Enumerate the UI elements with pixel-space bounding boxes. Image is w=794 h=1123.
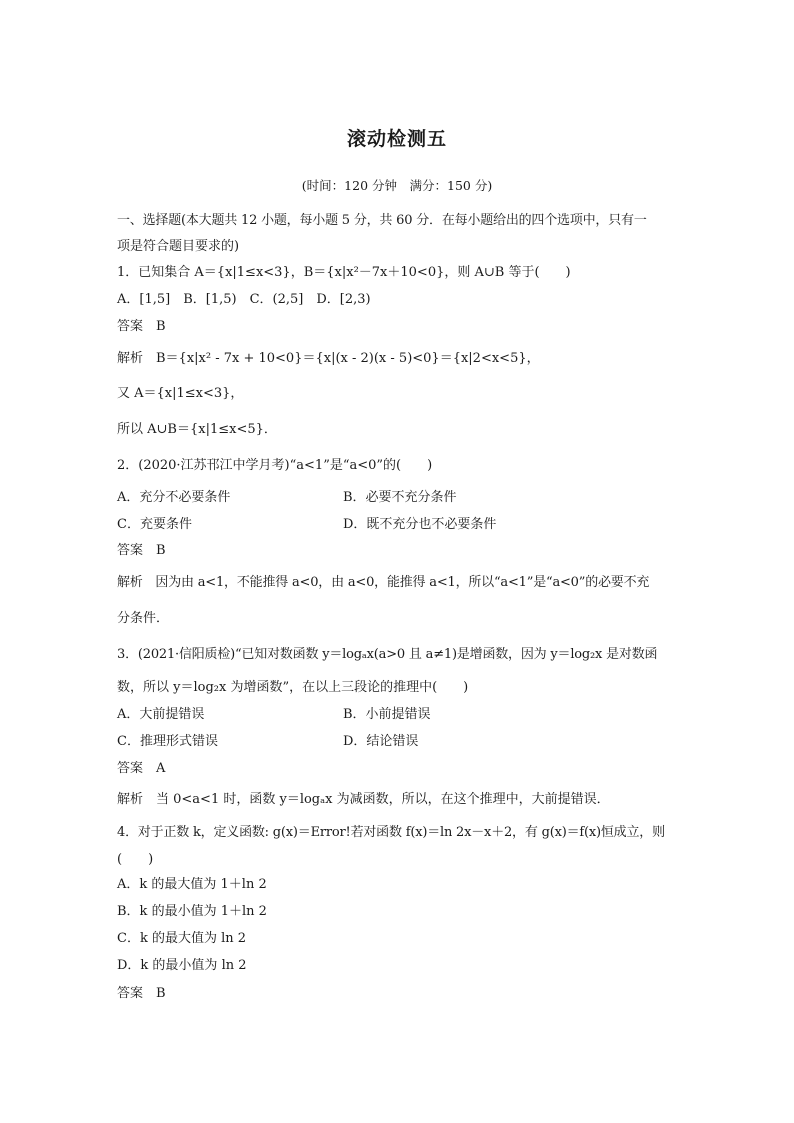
q1-stem: 1．已知集合 A＝{x|1≤x<3}，B＝{x|x²－7x＋10<0}，则 A∪B 等于( ) [117,265,571,280]
q1-answer: 答案 B [117,319,166,334]
q2-option-a: A．充分不必要条件 [117,490,231,505]
q4-option-b: B．k 的最小值为 1＋ln 2 [117,904,267,919]
q3-analysis: 解析 当 0<a<1 时，函数 y＝logₐx 为减函数，所以，在这个推理中，大前提错误． [117,792,610,807]
page-title: 滚动检测五 [346,128,447,150]
q1-analysis-1: 解析 B＝{x|x² - 7x + 10<0}＝{x|(x - 2)(x - 5)<0}＝{x|2<x<5}， [117,351,540,366]
q3-option-d: D．结论错误 [343,734,419,749]
section-intro-line1: 一、选择题(本大题共 12 小题，每小题 5 分，共 60 分．在每小题给出的四个选项中，只有一 [117,213,647,228]
q1-analysis-3: 所以 A∪B＝{x|1≤x<5}． [117,422,277,437]
q4-option-d: D．k 的最小值为 ln 2 [117,958,247,973]
q3-option-b: B．小前提错误 [343,707,431,722]
q3-option-a: A．大前提错误 [117,707,205,722]
q4-answer: 答案 B [117,986,166,1001]
q3-option-c: C．推理形式错误 [117,734,218,749]
q2-analysis-2: 分条件． [117,611,170,626]
q2-option-c: C．充要条件 [117,517,192,532]
q4-option-a: A．k 的最大值为 1＋ln 2 [117,877,267,892]
q1-options: A．[1,5] B．[1,5) C．(2,5] D．[2,3) [117,292,371,307]
q2-option-d: D．既不充分也不必要条件 [343,517,497,532]
q2-option-b: B．必要不充分条件 [343,490,457,505]
q2-answer: 答案 B [117,543,166,558]
q3-stem-2: 数，所以 y＝log₂x 为增函数”，在以上三段论的推理中( ) [117,680,469,695]
q4-option-c: C．k 的最大值为 ln 2 [117,931,247,946]
q1-analysis-2: 又 A＝{x|1≤x<3}， [117,386,244,401]
section-intro-line2: 项是符合题目要求的) [117,239,240,254]
q3-stem-1: 3．(2021·信阳质检)“已知对数函数 y＝logₐx(a>0 且 a≠1)是增函数，因为 y＝log₂x 是对数函 [117,647,658,662]
q2-analysis-1: 解析 因为由 a<1，不能推得 a<0，由 a<0，能推得 a<1，所以“a<1”是“a<0”的必要不充 [117,575,650,590]
q4-stem-1: 4．对于正数 k，定义函数: g(x)＝Error!若对函数 f(x)＝ln 2x－x＋2，有 g(x)＝f(x)恒成立，则 [117,825,665,840]
q3-answer: 答案 A [117,761,166,776]
q2-stem: 2．(2020·江苏邗江中学月考)“a<1”是“a<0”的( ) [117,458,433,473]
page-subtitle: (时间：120 分钟 满分：150 分) [301,178,493,193]
q4-stem-2: ( ) [117,852,154,867]
